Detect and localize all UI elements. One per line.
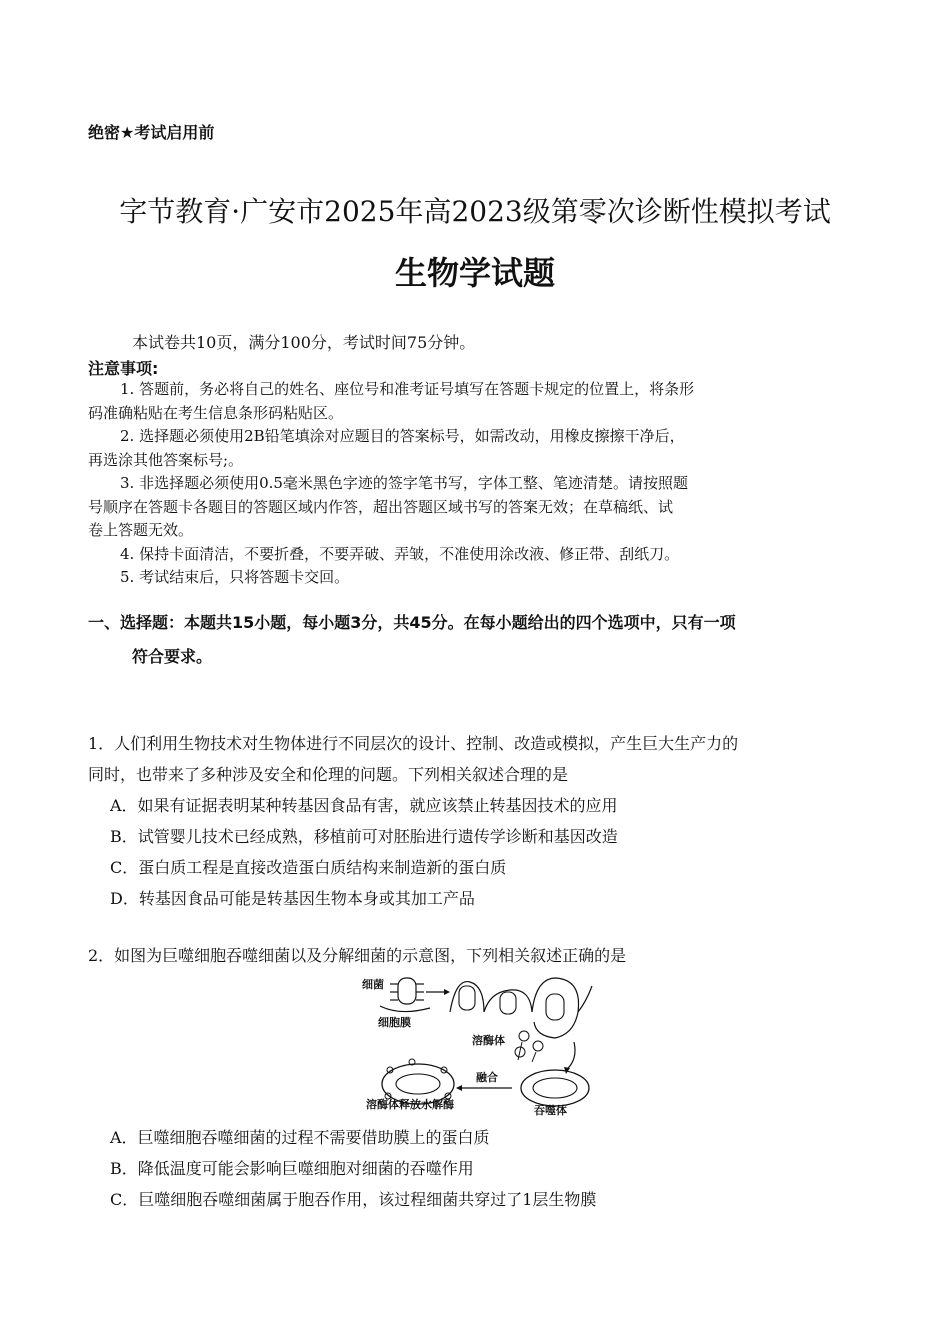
notice-item-line: 码准确粘贴在考生信息条形码粘贴区。: [88, 403, 344, 422]
notice-item-line: 3. 非选择题必须使用0.5毫米黑色字迹的签字笔书写，字体工整、笔迹清楚。请按照题: [120, 474, 688, 492]
question-stem: 2．如图为巨噬细胞吞噬细菌以及分解细菌的示意图，下列相关叙述正确的是: [88, 946, 627, 965]
section-heading-cont: 符合要求。: [132, 647, 213, 666]
membrane-line: [380, 1006, 430, 1012]
notice-item: [88, 543, 863, 567]
lysosome-icon: [515, 1031, 543, 1062]
notice-item-line: 再选涂其他答案标号;。: [88, 450, 244, 469]
bacterium-icon: [546, 994, 564, 1020]
option-c: C．巨噬细胞吞噬细菌属于胞吞作用，该过程细菌共穿过了1层生物膜: [110, 1190, 597, 1209]
option-d: D．转基因食品可能是转基因生物本身或其加工产品: [110, 889, 475, 908]
engulfing-membrane: [450, 982, 532, 1012]
subject-title: 生物学试题: [394, 254, 555, 292]
label-fusion: 融合: [476, 1071, 498, 1084]
exam-intro: 本试卷共10页，满分100分，考试时间75分钟。: [132, 333, 476, 352]
exam-title: 字节教育·广安市2025年高2023级第零次诊断性模拟考试: [119, 195, 831, 228]
question-2-stem: [88, 940, 863, 971]
notice-item: [88, 425, 863, 472]
label-phagosome: 吞噬体: [534, 1104, 567, 1117]
label-lysosome: 溶酶体: [472, 1034, 505, 1047]
label-membrane: 细胞膜: [378, 1016, 411, 1029]
question-1: [88, 728, 863, 914]
bacterium-icon: [500, 992, 516, 1014]
notice-item: [88, 472, 863, 543]
section-heading-text: 一、选择题：本题共15小题，每小题3分，共45分。在每小题给出的四个选项中，只有一项: [88, 613, 736, 632]
bacterium-icon: [390, 978, 424, 1004]
phagosome-icon: [521, 1070, 589, 1106]
phagocytosis-diagram: [360, 972, 600, 1118]
notice-list: [88, 378, 863, 590]
section-heading: [88, 608, 868, 672]
notice-heading: 注意事项:: [88, 359, 159, 378]
arrow-icon: [456, 1085, 462, 1091]
question-stem: 1．人们利用生物技术对生物体进行不同层次的设计、控制、改造或模拟，产生巨大生产力的: [88, 734, 739, 753]
option-a: A．巨噬细胞吞噬细菌的过程不需要借助膜上的蛋白质: [110, 1128, 490, 1147]
arrow-icon: [444, 989, 450, 995]
notice-item: [88, 566, 863, 590]
notice-item: [88, 378, 863, 425]
option-c: C．蛋白质工程是直接改造蛋白质结构来制造新的蛋白质: [110, 858, 507, 877]
phagosome-forming: [532, 978, 579, 1038]
option-a: A．如果有证据表明某种转基因食品有害，就应该禁止转基因技术的应用: [110, 796, 618, 815]
option-b: B．试管婴儿技术已经成熟，移植前可对胚胎进行遗传学诊断和基因改造: [110, 827, 618, 846]
label-release: 溶酶体释放水解酶: [366, 1098, 454, 1111]
bacterium-icon: [459, 986, 475, 1010]
confidential-label: 绝密★考试启用前: [88, 123, 215, 142]
option-b: B．降低温度可能会影响巨噬细胞对细菌的吞噬作用: [110, 1159, 474, 1178]
label-bacteria: 细菌: [362, 978, 384, 991]
notice-item-line: 4. 保持卡面清洁，不要折叠，不要弄破、弄皱，不准使用涂改液、修正带、刮纸刀。: [120, 544, 680, 563]
notice-item-line: 1. 答题前，务必将自己的姓名、座位号和准考证号填写在答题卡规定的位置上，将条形: [120, 380, 695, 398]
notice-item-line: 卷上答题无效。: [88, 521, 194, 539]
question-stem: 同时，也带来了多种涉及安全和伦理的问题。下列相关叙述合理的是: [88, 765, 569, 784]
notice-item-line: 号顺序在答题卡各题目的答题区域内作答，超出答题区域书写的答案无效；在草稿纸、试: [88, 497, 674, 516]
question-2-options: [88, 1122, 863, 1215]
arrow-icon: [566, 1042, 575, 1070]
notice-item-line: 2. 选择题必须使用2B铅笔填涂对应题目的答案标号，如需改动，用橡皮擦擦干净后，: [120, 427, 685, 445]
notice-item-line: 5. 考试结束后，只将答题卡交回。: [120, 568, 350, 586]
